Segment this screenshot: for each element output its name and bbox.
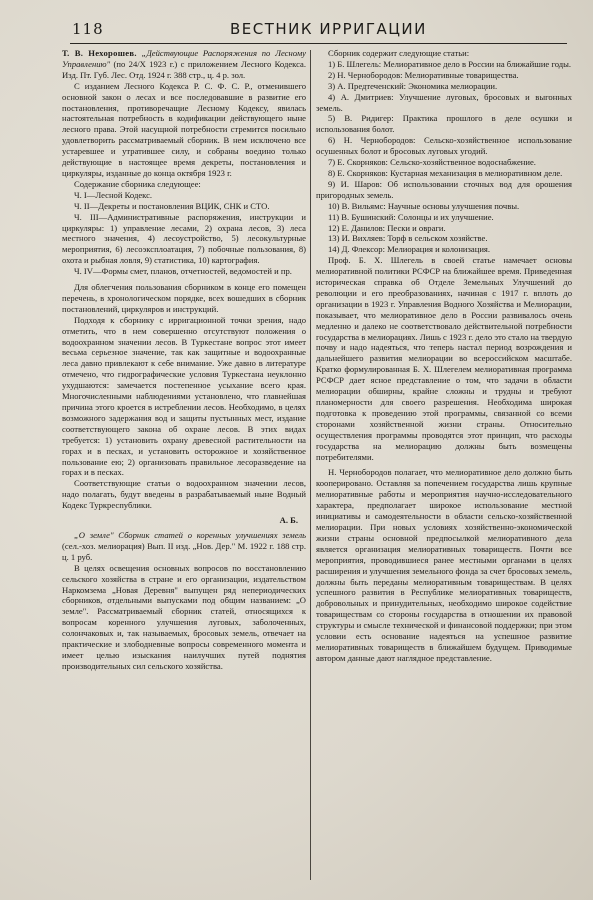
- article-item: 5) В. Ридигер: Практика прошлого в деле осушки и использования болот.: [316, 113, 572, 135]
- review1-author: Т. В. Нехорошев.: [62, 48, 137, 58]
- article-item: 8) Е. Скорняков: Кустарная механизация в мелиоративном деле.: [328, 167, 563, 178]
- journal-title: ВЕСТНИК ИРРИГАЦИИ: [230, 20, 427, 38]
- review1-paragraph-1: С изданием Лесного Кодекса Р. С. Ф. С. Р., отменившего основной закон о лесах и все последовавшие в развитие его постановления, противоречащие Лесному Кодексу, явилась настоятельная потребность в кодификации действующего ныне лесного права. Этой насущной потребности стремится посильно удовлетворить рассматриваемый сборник. В нем исключено все устаревшее и утратившее силу, и собраны воедино только действующие в настоящее время декреты, постановления и циркуляры, изданные до конца октября 1923 г.: [62, 80, 306, 178]
- review2-details: (сел.-хоз. мелиорация) Вып. II изд. „Нов. Дер." М. 1922 г. 188 стр. ц. 1 руб.: [62, 540, 306, 562]
- article-item: 1) Б. Шлегель: Мелиоративное дело в России на ближайшие годы.: [328, 58, 572, 69]
- review1-title: „Действующие Распоряжения по Лесному Управлению": [62, 48, 306, 69]
- article-item: 3) А. Предтеченский: Экономика мелиорации.: [328, 80, 498, 91]
- column-divider: [310, 50, 311, 880]
- review1-contents-part-4: Ч. IV—Формы смет, планов, отчетностей, ведомостей и пр.: [74, 266, 292, 277]
- article-item: 7) Е. Скорняков: Сельско-хозяйственное водоснабжение.: [328, 157, 536, 168]
- review1-contents-part-2: Ч. II—Декреты и постановления ВЦИК, СНК и СТО.: [74, 200, 270, 211]
- page-header: [72, 20, 553, 42]
- review2-paragraph-shlegel: Проф. Б. Х. Шлегель в своей статье намечает основы мелиоративной политики РСФСР на ближайшее время. Приведенная историческая справка об Отделе Земельных Улучшений до революции и его преобразованиях, начиная с 1917 г. вплоть до организации в 1923 г. Управления Водного Хозяйства и Мелиорации, показывает, что мелиоративное дело в России развивалось очень медленно и далеко не соответствовало действительной потребности государства в мелиорациях. Лишь с 1923 г. дело это стало на твердую почву и надо надеяться, что теперь настал период возрождения и дальнейшего развития мелиорации во всероссийском масштабе. Кратко формулированная Б. Х. Шлегелем мелиоративная программа РСФСР дает ясное представление о том, что задачи в области мелиорации обширны, крайне сложны и трудны и требуют планомерности для своего разрешения. Необходима широкая подготовка к проведению этой программы, связанной со всеми сторонами хозяйственной жизни страны. Относительно осуществления программы проводятся этот принцип, что расходы государства на мелиорацию должны быть возмещены потребителями.: [316, 255, 572, 462]
- review1-signature: А. Б.: [279, 515, 298, 526]
- article-item: 2) Н. Чернобородов: Мелиоративные товарищества.: [328, 69, 519, 80]
- header-rule: [70, 43, 567, 44]
- article-item: 11) В. Бушинский: Солонцы и их улучшение.: [328, 211, 494, 222]
- article-item: 14) Д. Флексор: Мелиорация и колонизация.: [328, 244, 491, 255]
- review2-title: „О земле" Сборник статей о коренных улучшениях земель: [74, 529, 306, 540]
- article-item: 9) И. Шаров: Об использовании сточных вод для орошения пригородных земель.: [316, 178, 572, 200]
- page-number: 118: [72, 20, 104, 38]
- article-item: 6) Н. Чернобородов: Сельско-хозяйственное использование осушенных болот и бросовых луговых угодий.: [316, 135, 572, 157]
- review1-contents-intro: Содержание сборника следующее:: [74, 178, 201, 189]
- article-item: 12) Е. Данилов: Пески и овраги.: [328, 222, 446, 233]
- review1-paragraph-4: Соответствующие статьи о водоохранном значении лесов, надо полагать, будут введены в разрабатываемый ныне Водный Кодекс Туркреспублики.: [62, 478, 306, 511]
- review2-heading: [62, 530, 306, 563]
- articles-intro: Сборник содержит следующие статьи:: [328, 48, 470, 58]
- review2-paragraph-1: В целях освещения основных вопросов по восстановлению сельского хозяйства в стране и его организации, издательством Наркомзема „Новая Деревня" выпущен ряд непериодических сборников, отдельными выпусками под общим названием: „О земле". Рассматриваемый сборник статей, относящихся к вопросам коренного улучшения луговых, заболоченных, солончаковых и, так называемых, бросовых земель, отвечает на практические и злободневные вопросы современного момента и имеет целью изыскания наилучших путей поднятия производительных сил сельского хозяйства.: [62, 562, 306, 671]
- review1-contents-part-3: Ч. III—Административные распоряжения, инструкции и циркуляры: 1) управление лесами, 2) охрана лесов, 3) леса местного значения, 4) лесоустройство, 5) лесокультурные мероприятия, 6) лесоэксплоатация, 7) побочные пользования, 8) охота и рыбная ловля, 9) статистика, 10) картография.: [62, 211, 306, 266]
- article-item: 4) А. Дмитриев: Улучшение луговых, бросовых и выгонных земель.: [316, 91, 572, 113]
- left-column: [62, 48, 306, 893]
- review1-paragraph-3: Подходя к сборнику с ирригационной точки зрения, надо отметить, что в нем совершенно отсутствуют положения о водоохранном значении лесов. В Туркестане вопрос этот имеет весьма серьезное значение, так как защитные и водоохранные леса давно привлекают к себе внимание. Уже давно в литературе отмечено, что гидрографические условия Туркестана неуклонно ухудшаются: замечается постепенное усыхание всего края. Многочисленными наблюдениями установлено, что главнейшая причина этого кроется в истреблении лесов. Необходимо, в целях возможного задержания вод и защиты пустынных мест, издание соответствующего закона об охране лесов. В этих видах требуется: 1) установить охрану древесной растительности на горах и в песках, и установить осторожное и хозяйственное пользование ею; 2) организовать правильное лесоразведение на горах и в песках.: [62, 314, 306, 478]
- review2-paragraph-chernoborodov: Н. Чернобородов полагает, что мелиоративное дело должно быть кооперировано. Оставляя за попечением государства лишь крупные мелиоративные работы и мероприятия научно-исследовательного характера, предполагает широкое использование местной инициативы и самодеятельности в области сельско-хозяйственной мелиорации. При новых условиях хозяйственно-экономической жизни страны основной предпосылкой мелиоративного дела является организация мелиоративных товариществ. Почти все мероприятия, проводившиеся ранее местными органами в целях расширения и улучшения земельного фонда за счет бросовых земель, должны быть переданы мелиоративным товариществам. В целях успешного развития в Республике мелиоративных товариществ, добровольных и принудительных, необходимо широкое содействие товариществам со стороны государства в отношении их правовой структуры и смысле технической и финансовой поддержки; при этом условии есть основание надеяться на успешное развитие мелиоративных товариществ в ближайшем будущем. Приводимые автором данные дают наглядное представление.: [316, 467, 572, 663]
- right-column: [316, 48, 572, 893]
- review1-details: (по 24/X 1923 г.) с приложением Лесного Кодекса. Изд. Пт. Губ. Лес. Отд. 1924 г. 388 стр., ц. 4 р. зол.: [62, 58, 306, 80]
- review1-contents-part-1: Ч. I—Лесной Кодекс.: [74, 189, 153, 200]
- review1-heading: [62, 48, 306, 81]
- article-item: 13) И. Вихляев: Торф в сельском хозяйстве.: [328, 233, 488, 244]
- review1-paragraph-2: Для облегчения пользования сборником в конце его помещен перечень, в хронологическом порядке, всех вошедших в сборник постановлений, циркуляров и инструкций.: [62, 282, 306, 314]
- article-item: 10) В. Вильямс: Научные основы улучшения почвы.: [328, 200, 520, 211]
